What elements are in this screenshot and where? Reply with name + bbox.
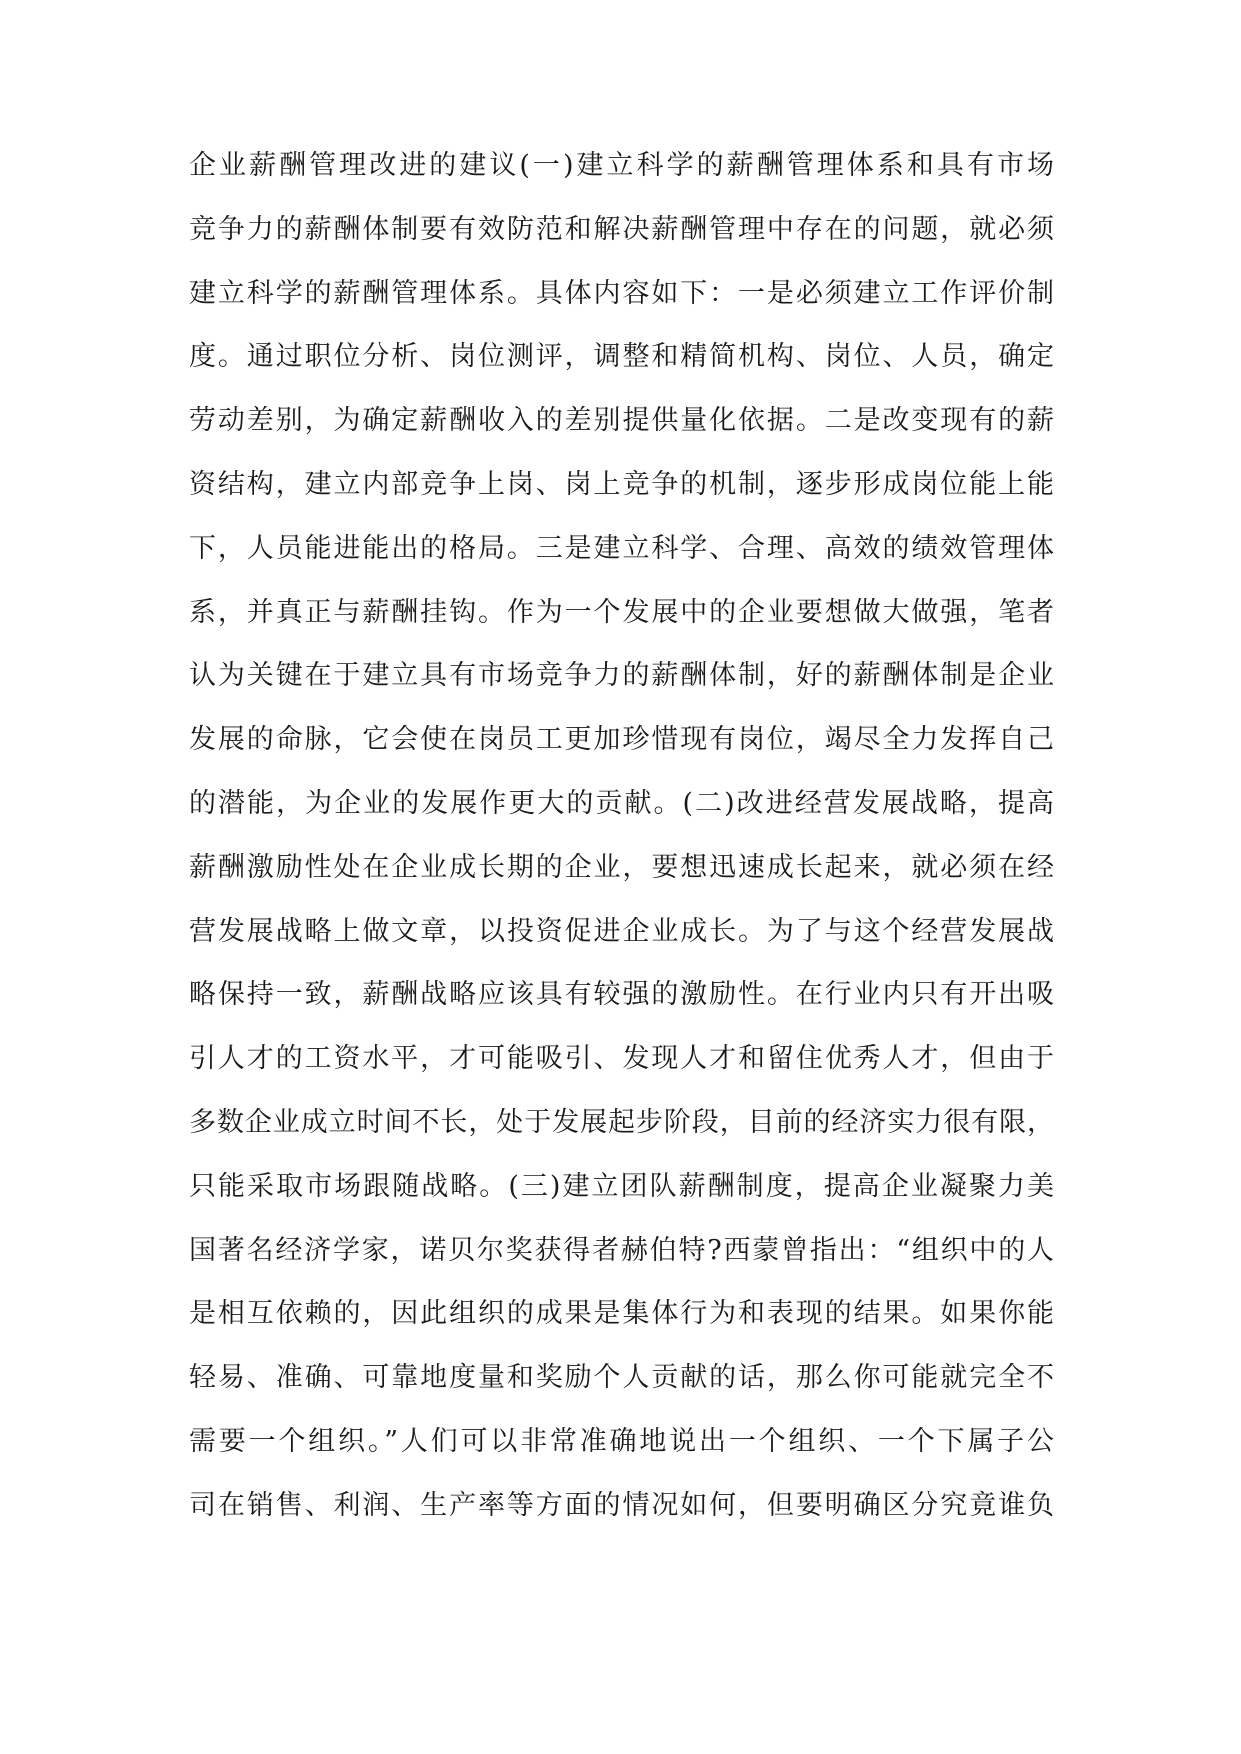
text-line: 建立科学的薪酬管理体系。具体内容如下：一是必须建立工作评价制 [189, 277, 1054, 309]
text-line: 多数企业成立时间不长，处于发展起步阶段，目前的经济实力很有限， [189, 1106, 1054, 1138]
text-line: 发展的命脉，它会使在岗员工更加珍惜现有岗位，竭尽全力发挥自己 [189, 724, 1054, 756]
text-line: 薪酬激励性处在企业成长期的企业，要想迅速成长起来，就必须在经 [189, 851, 1054, 883]
text-line: 营发展战略上做文章，以投资促进企业成长。为了与这个经营发展战 [189, 915, 1054, 947]
text-line: 引人才的工资水平，才可能吸引、发现人才和留住优秀人才，但由于 [189, 1043, 1054, 1075]
text-line: 是相互依赖的，因此组织的成果是集体行为和表现的结果。如果你能 [189, 1298, 1054, 1330]
text-line: 资结构，建立内部竞争上岗、岗上竞争的机制，逐步形成岗位能上能 [189, 468, 1054, 500]
text-line: 司在销售、利润、生产率等方面的情况如何，但要明确区分究竟谁负 [189, 1489, 1054, 1521]
text-line: 的潜能，为企业的发展作更大的贡献。(二)改进经营发展战略，提高 [189, 787, 1054, 819]
text-line: 下，人员能进能出的格局。三是建立科学、合理、高效的绩效管理体 [189, 532, 1054, 564]
text-line: 只能采取市场跟随战略。(三)建立团队薪酬制度，提高企业凝聚力美 [189, 1170, 1054, 1202]
text-line: 轻易、准确、可靠地度量和奖励个人贡献的话，那么你可能就完全不 [189, 1362, 1054, 1394]
text-line: 劳动差别，为确定薪酬收入的差别提供量化依据。二是改变现有的薪 [189, 405, 1054, 437]
body-paragraph [189, 134, 1054, 1538]
text-line: 认为关键在于建立具有市场竞争力的薪酬体制，好的薪酬体制是企业 [189, 660, 1054, 692]
text-line: 度。通过职位分析、岗位测评，调整和精简机构、岗位、人员，确定 [189, 341, 1054, 373]
text-line: 略保持一致，薪酬战略应该具有较强的激励性。在行业内只有开出吸 [189, 979, 1054, 1011]
text-line: 需要一个组织。”人们可以非常准确地说出一个组织、一个下属子公 [189, 1425, 1054, 1457]
text-line: 国著名经济学家，诺贝尔奖获得者赫伯特?西蒙曾指出：“组织中的人 [189, 1234, 1054, 1266]
text-line: 企业薪酬管理改进的建议(一)建立科学的薪酬管理体系和具有市场 [189, 150, 1054, 181]
text-line: 竞争力的薪酬体制要有效防范和解决薪酬管理中存在的问题，就必须 [189, 213, 1054, 245]
text-line: 系，并真正与薪酬挂钩。作为一个发展中的企业要想做大做强，笔者 [189, 596, 1054, 628]
